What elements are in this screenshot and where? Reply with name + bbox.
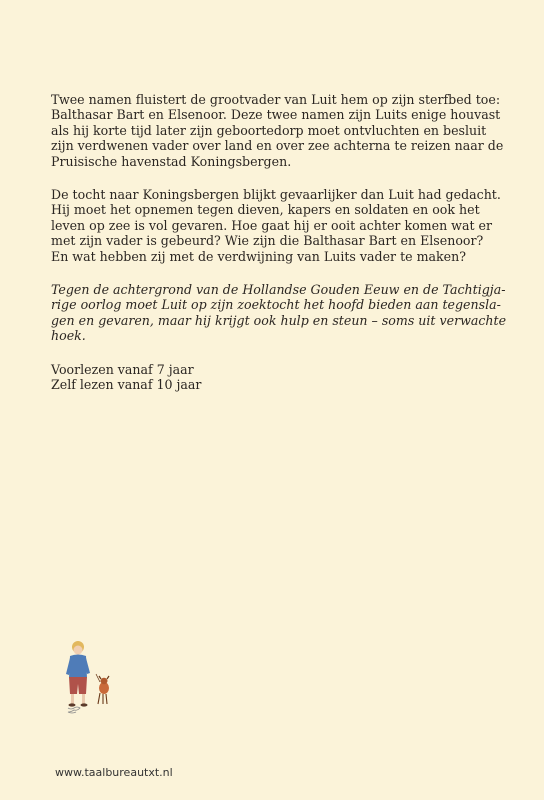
age-read-aloud: Voorlezen vanaf 7 jaar xyxy=(51,361,194,377)
blurb-line: met zijn vader is gebeurd? Wie zijn die Balthasar Bart en Elsenoor? xyxy=(51,233,484,249)
blurb-line: En wat hebben zij met de verdwijning van Luits vader te maken? xyxy=(51,248,466,264)
blurb-line: zijn verdwenen vader over land en over zee achterna te reizen naar de xyxy=(51,138,504,154)
blurb-paragraph-3 xyxy=(51,282,507,344)
blurb-line: Tegen de achtergrond van de Hollandse Gouden Eeuw en de Tachtigja- xyxy=(51,282,506,298)
blurb-line: Pruisische havenstad Koningsbergen. xyxy=(51,153,292,169)
blurb-line: hoek. xyxy=(51,328,86,344)
blurb-paragraph-1 xyxy=(51,92,504,169)
blurb-line: De tocht naar Koningsbergen blijkt gevaarlijker dan Luit had gedacht. xyxy=(51,187,501,203)
blurb-line: Hij moet het opnemen tegen dieven, kapers en soldaten en ook het xyxy=(51,202,480,218)
blurb-line: leven op zee is vol gevaren. Hoe gaat hij er ooit achter komen wat er xyxy=(51,217,493,233)
publisher-website[interactable]: www.taalbureautxt.nl xyxy=(55,766,173,779)
back-cover-blurb xyxy=(51,92,507,393)
blurb-line: Twee namen fluistert de grootvader van Luit hem op zijn sterfbed toe: xyxy=(51,92,501,107)
blurb-line: als hij korte tijd later zijn geboortedorp moet ontvluchten en besluit xyxy=(51,122,487,138)
age-self-read: Zelf lezen vanaf 10 jaar xyxy=(51,377,202,393)
blurb-paragraph-2 xyxy=(51,187,501,264)
blurb-line: Balthasar Bart en Elsenoor. Deze twee namen zijn Luits enige houvast xyxy=(51,107,501,123)
blurb-line: gen en gevaren, maar hij krijgt ook hulp en steun – soms uit verwachte xyxy=(51,312,507,328)
blurb-line: rige oorlog moet Luit op zijn zoektocht het hoofd bieden aan tegensla- xyxy=(51,297,501,313)
age-recommendation xyxy=(51,362,501,393)
boy-with-dog-illustration xyxy=(58,638,118,718)
